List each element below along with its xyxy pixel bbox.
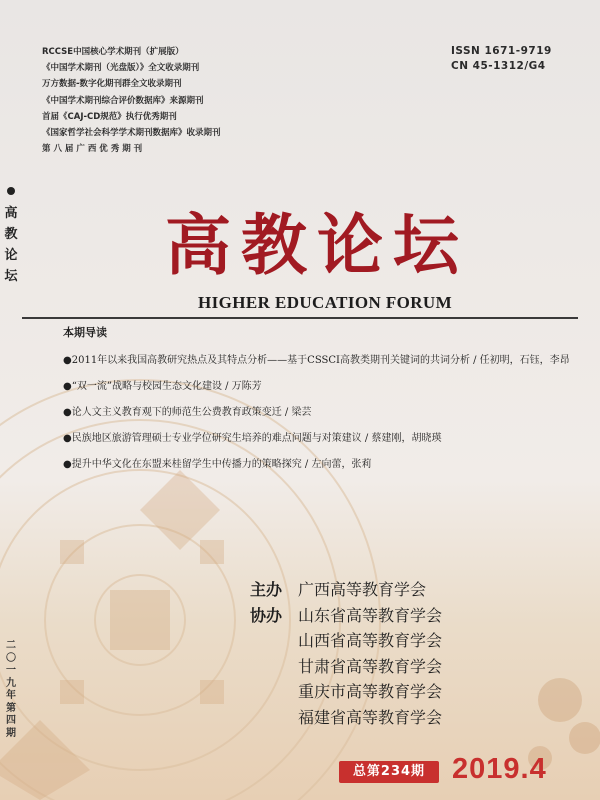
toc-heading: 本期导读 [63, 326, 107, 339]
table-of-contents [63, 348, 573, 478]
co-sponsor-row [250, 705, 442, 731]
sponsor-name: 广西高等教育学会 [298, 580, 427, 599]
toc-item: ●“双一流”战略与校园生态文化建设 / 万陈芳 [63, 381, 262, 392]
co-sponsor-row [250, 679, 442, 705]
journal-title: 高教论坛 [165, 206, 469, 284]
co-sponsor-row [250, 628, 442, 654]
co-sponsor-name: 福建省高等教育学会 [298, 707, 443, 727]
spine-issue-date: 二〇一九年第四期 [6, 640, 16, 739]
co-sponsor-name: 甘肃省高等教育学会 [298, 656, 443, 676]
indexing-line: 《国家哲学社会科学学术期刊数据库》收录期刊 [42, 128, 221, 139]
toc-item: ●论人文主义教育观下的师范生公费教育政策变迁 / 梁芸 [63, 407, 312, 418]
co-sponsor-row [250, 603, 442, 629]
total-issue-badge: 总第234期 [339, 761, 439, 783]
divider [22, 317, 578, 319]
sponsors-block [250, 577, 442, 730]
co-sponsor-name: 山东省高等教育学会 [298, 605, 443, 625]
indexing-line: RCCSE中国核心学术期刊（扩展版） [42, 47, 184, 57]
indexing-line: 万方数据-数字化期刊群全文收录期刊 [42, 79, 182, 90]
issue-number: 2019.4 [452, 753, 547, 785]
spine-title: 高教论坛 [4, 206, 18, 284]
toc-item: ●民族地区旅游管理硕士专业学位研究生培养的难点问题与对策建议 / 蔡建刚，胡晓瑛 [63, 433, 442, 444]
co-sponsor-label: 协办 [250, 605, 283, 625]
sponsor-label: 主办 [250, 580, 283, 599]
sponsor-row [250, 577, 442, 603]
issn-number: ISSN 1671-9719 [451, 45, 552, 57]
indexing-list [42, 44, 221, 157]
indexing-line: 《中国学术期刊综合评价数据库》来源期刊 [42, 95, 204, 106]
co-sponsor-name: 重庆市高等教育学会 [298, 682, 443, 701]
toc-item: ●提升中华文化在东盟来桂留学生中传播力的策略探究 / 左向蕾，张莉 [63, 459, 372, 470]
issn-block [451, 44, 552, 74]
toc-item: ●2011年以来我国高教研究热点及其特点分析——基于CSSCI高教类期刊关键词的共词分析 / 任初明，石钰，李昂 [63, 355, 570, 366]
journal-title-english: HIGHER EDUCATION FORUM [198, 293, 453, 312]
spine-dot [7, 187, 15, 195]
indexing-line: 第 八 届 广 西 优 秀 期 刊 [42, 144, 143, 155]
co-sponsor-row [250, 654, 442, 680]
indexing-line: 《中国学术期刊（光盘版）》全文收录期刊 [42, 63, 200, 74]
indexing-line: 首届《CAJ-CD规范》执行优秀期刊 [42, 111, 177, 122]
cn-number: CN 45-1312/G4 [451, 60, 546, 72]
co-sponsor-name: 山西省高等教育学会 [298, 631, 443, 650]
